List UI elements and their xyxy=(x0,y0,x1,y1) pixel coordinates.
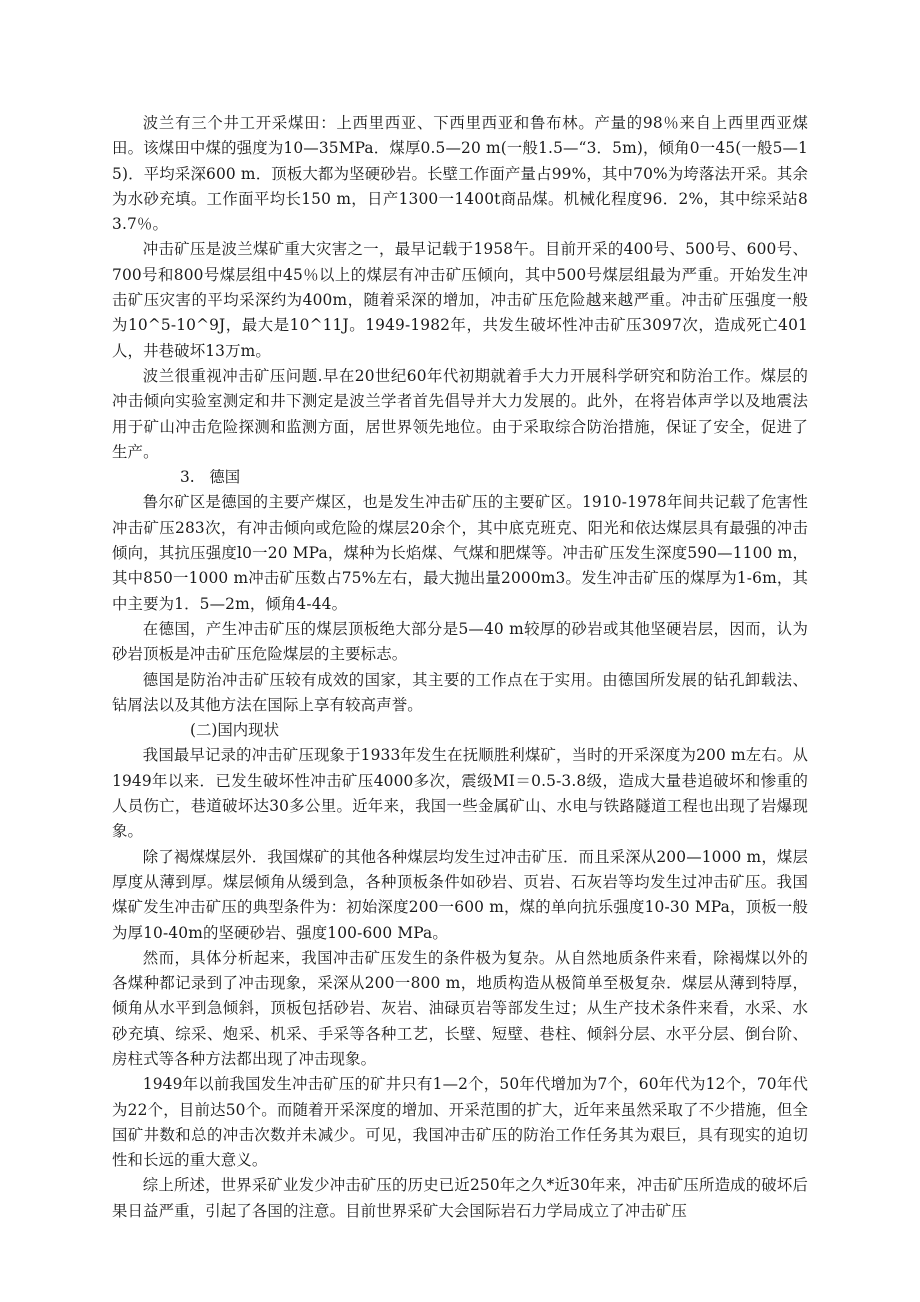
body-paragraph: 除了褐煤煤层外．我国煤矿的其他各种煤层均发生过冲击矿压．而且采深从200—1000 m，煤层厚度从薄到厚。煤层倾角从缓到急，各种顶板条件如砂岩、页岩、石灰岩等均发生过冲击矿压。我国煤矿发生冲击矿压的典型条件为：初始深度200一600 m，煤的单向抗乐强度10-30 MPa，顶板一般为厚10-40m的坚硬砂岩、强度100-600 MPa。 xyxy=(112,847,808,942)
section-heading: 3. 德国 xyxy=(180,468,241,487)
document-body xyxy=(112,111,808,1224)
body-paragraph: 冲击矿压是波兰煤矿重大灾害之一，最早记载于1958午。目前开采的400号、500号、600号、700号和800号煤层组中45％以上的煤层有冲击矿压倾向，其中500号煤层组最为严重。开始发生冲击矿压灾害的平均采深约为400m，随着采深的增加，冲击矿压危险越来越严重。冲击矿压强度一般为10^5-10^9J，最大是10^11J。1949-1982年，共发生破坏性冲击矿压3097次，造成死亡401人，井巷破坏13万m。 xyxy=(112,240,808,360)
body-paragraph: 在德国，产生冲击矿压的煤层顶板绝大部分是5—40 m较厚的砂岩或其他坚硬岩层，因而，认为砂岩顶板是冲击矿压危险煤层的主要标志。 xyxy=(112,619,808,664)
body-paragraph: 鲁尔矿区是德国的主要产煤区，也是发生冲击矿压的主要矿区。1910-1978年间共记载了危害性冲击矿压283次，有冲击倾向或危险的煤层20余个，其中底克班克、阳光和依达煤层具有最强的冲击倾向，其抗压强度l0一20 MPa，煤种为长焰煤、气煤和肥煤等。冲击矿压发生深度590—1100 m，其中850一1000 m冲击矿压数占75%左右，最大抛出量2000m3。发生冲击矿压的煤厚为1-6m，其中主要为1．5—2m，倾角4-44。 xyxy=(112,493,808,613)
body-paragraph: 我国最早记录的冲击矿压现象于1933年发生在抚顺胜利煤矿，当时的开采深度为200 m左右。从1949年以来．已发生破坏性冲击矿压4000多次，震级MI＝0.5-3.8级，造成大量巷追破坏和惨重的人员伤亡，巷道破坏达30多公里。近年来，我国一些金属矿山、水电与铁路隧道工程也出现了岩爆现象。 xyxy=(112,746,808,841)
body-paragraph: 然而，具体分析起来，我国冲击矿压发生的条件极为复杂。从自然地质条件来看，除褐煤以外的各煤种都记录到了冲击现象，采深从200一800 m，地质构造从极简单至极复杂．煤层从薄到特厚，倾角从水平到急倾斜，顶板包括砂岩、灰岩、油碌页岩等部发生过；从生产技术条件来看，水采、水砂充填、综采、炮采、机采、手采等各种工艺，长壁、短壁、巷柱、倾斜分层、水平分层、倒台阶、房柱式等各种方法都出现了冲击现象。 xyxy=(112,948,808,1068)
body-paragraph: 波兰有三个井工开采煤田：上西里西亚、下西里西亚和鲁布林。产量的98％来自上西里西亚煤田。该煤田中煤的强度为10—35MPa．煤厚0.5—20 m(一般1.5—“3．5m)，倾角0一45(一般5—15)．平均采深600 m．顶板大都为坚硬砂岩。长壁工作面产量占99%，其中70%为垮落法开采。其余为水砂充填。工作面平均长150 m，日产1300一1400t商品煤。机械化程度96．2%，其中综采站83.7％。 xyxy=(112,114,808,234)
body-paragraph: 波兰很重视冲击矿压问题.早在20世纪60年代初期就着手大力开展科学研究和防治工作。煤层的冲击倾向实验室测定和井下测定是波兰学者首先倡导并大力发展的。此外，在将岩体声学以及地震法用于矿山冲击危险探测和监测方面，居世界领先地位。由于采取综合防治措施，保证了安全，促进了生产。 xyxy=(112,366,808,461)
body-paragraph: 1949年以前我国发生冲击矿压的矿井只有1—2个，50年代增加为7个，60年代为12个，70年代为22个，目前达50个。而随着开采深度的增加、开采范围的扩大，近年来虽然采取了不少措施，但全国矿井数和总的冲击次数并未减少。可见，我国冲击矿压的防治工作任务其为艰巨，具有现实的迫切性和长远的重大意义。 xyxy=(112,1075,808,1170)
body-paragraph: 德国是防治冲击矿压较有成效的国家，其主要的工作点在于实用。由德国所发展的钻孔卸载法、钻屑法以及其他方法在国际上享有较高声誉。 xyxy=(112,670,808,714)
body-paragraph: 综上所述，世界采矿业发少冲击矿压的历史已近250年之久*近30年来，冲击矿压所造成的破坏后果日益严重，引起了各国的注意。目前世界采矿大会国际岩石力学局成立了冲击矿压 xyxy=(112,1176,808,1220)
section-heading: (二)国内现状 xyxy=(190,721,279,740)
